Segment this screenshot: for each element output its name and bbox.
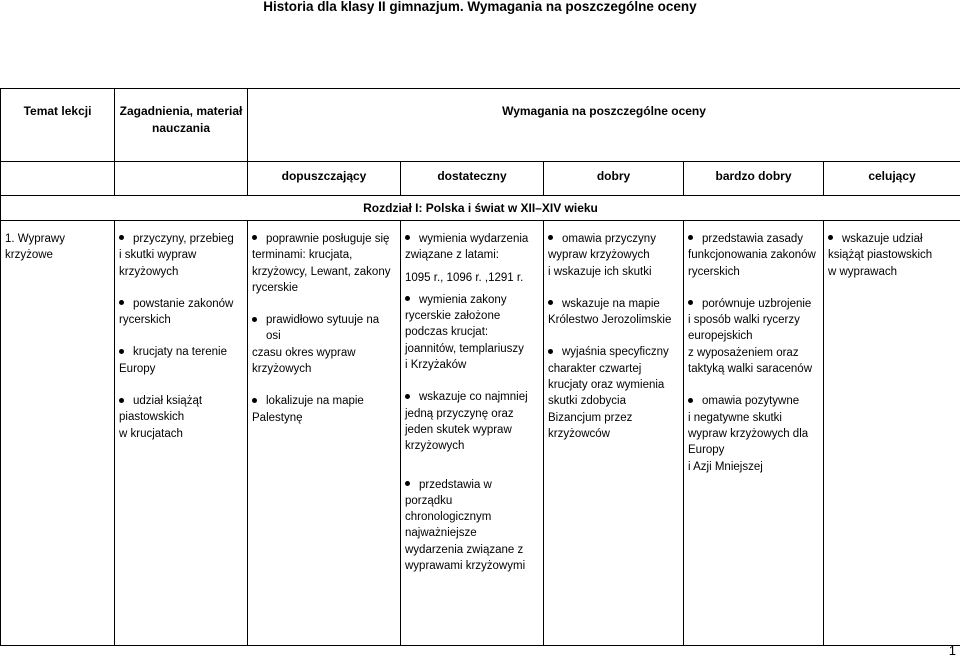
- grade-bardzo-dobry-cell: [684, 221, 824, 646]
- requirement-item: wymienia wydarzenia związane z latami: 1095 r., 1096 r. ,1291 r.: [405, 231, 539, 286]
- lesson-row: [1, 221, 960, 646]
- bullet-icon: [405, 235, 410, 240]
- requirement-item: przedstawia zasady funkcjonowania zakonów rycerskich: [688, 233, 816, 278]
- bullet-icon: [405, 296, 410, 301]
- grades-row: [1, 162, 960, 196]
- lesson-topic-line: 1. Wyprawy: [5, 233, 65, 245]
- requirement-item: poprawnie posługuje się terminami: krucjata, krzyżowcy, Lewant, zakony rycerskie: [252, 233, 391, 294]
- page-number: 1: [948, 643, 956, 658]
- requirement-item: wyjaśnia specyficzny charakter czwartej krucjaty oraz wymienia skutki zdobycia Bizancjum przez krzyżowców: [548, 346, 669, 440]
- grade-dostateczny: dostateczny: [401, 162, 544, 196]
- requirement-item: lokalizuje na mapie Palestynę: [252, 395, 364, 424]
- bullet-icon: [548, 349, 553, 354]
- bullet-icon: [405, 394, 410, 399]
- header-requirements: Wymagania na poszczególne oceny: [248, 89, 960, 162]
- grade-dostateczny-cell: [401, 221, 544, 646]
- header-topic: Temat lekcji: [1, 89, 115, 162]
- grade-dobry: dobry: [544, 162, 684, 196]
- grade-celujacy-cell: [824, 221, 960, 646]
- bullet-icon: [119, 398, 124, 403]
- requirement-item: omawia pozytywne i negatywne skutki wypraw krzyżowych dla Europy i Azji Mniejszej: [688, 395, 809, 473]
- requirement-item: wymienia zakony rycerskie założone podczas krucjat: joannitów, templariuszy i Krzyżaków: [405, 293, 524, 372]
- bullet-icon: [548, 235, 553, 240]
- bullet-icon: [119, 349, 124, 354]
- bullet-icon: [688, 235, 693, 240]
- requirement-item: wskazuje udział książąt piastowskich w wyprawach: [828, 233, 933, 278]
- header-issues: Zagadnienia, materiał nauczania: [115, 89, 248, 162]
- bullet-icon: [252, 235, 257, 240]
- grades-empty-issues: [115, 162, 248, 196]
- bullet-icon: [548, 300, 553, 305]
- requirement-item: omawia przyczyny wypraw krzyżowych i wskazuje ich skutki: [548, 233, 656, 278]
- requirement-item: porównuje uzbrojenie i sposób walki rycerzy europejskich z wyposażeniem oraz taktyką walki saracenów: [688, 297, 812, 376]
- bullet-icon: [828, 235, 833, 240]
- issue-item: powstanie zakonów rycerskich: [119, 297, 234, 327]
- requirement-item: przedstawia w porządku chronologicznym najważniejsze wydarzenia związane z wyprawami krzyżowymi: [405, 478, 526, 573]
- bullet-icon: [252, 398, 257, 403]
- dates-text: 1095 r., 1096 r. ,1291 r.: [405, 271, 524, 284]
- issue-item: przyczyny, przebieg i skutki wypraw krzyżowych: [119, 233, 234, 278]
- requirement-item: prawidłowo sytuuje na osi czasu okres wypraw krzyżowych: [252, 314, 380, 376]
- grade-celujacy: celujący: [824, 162, 960, 196]
- bullet-icon: [119, 300, 124, 305]
- bullet-icon: [119, 235, 124, 240]
- issue-item: udział książąt piastowskich w krucjatach: [119, 395, 203, 440]
- grade-bardzo-dobry: bardzo dobry: [684, 162, 824, 196]
- header-row: [1, 89, 960, 162]
- section-title: Rozdział I: Polska i świat w XII–XIV wieku: [1, 196, 960, 221]
- lesson-topic-line: krzyżowe: [5, 249, 53, 262]
- requirements-table: [0, 88, 960, 646]
- bullet-icon: [688, 398, 693, 403]
- grades-empty-topic: [1, 162, 115, 196]
- bullet-icon: [252, 317, 257, 322]
- bullet-icon: [688, 300, 693, 305]
- lesson-topic-cell: [1, 221, 115, 646]
- grade-dobry-cell: [544, 221, 684, 646]
- requirement-item: wskazuje na mapie Królestwo Jerozolimskie: [548, 297, 672, 327]
- issues-cell: [115, 221, 248, 646]
- document-title: Historia dla klasy II gimnazjum. Wymagania na poszczególne oceny: [263, 0, 697, 14]
- bullet-icon: [405, 481, 410, 486]
- grade-dopuszczajacy: dopuszczający: [248, 162, 401, 196]
- requirement-item: wskazuje co najmniej jedną przyczynę oraz jeden skutek wypraw krzyżowych: [405, 391, 528, 453]
- grade-dopuszczajacy-cell: [248, 221, 401, 646]
- section-row: [1, 196, 960, 221]
- issue-item: krucjaty na terenie Europy: [119, 346, 227, 375]
